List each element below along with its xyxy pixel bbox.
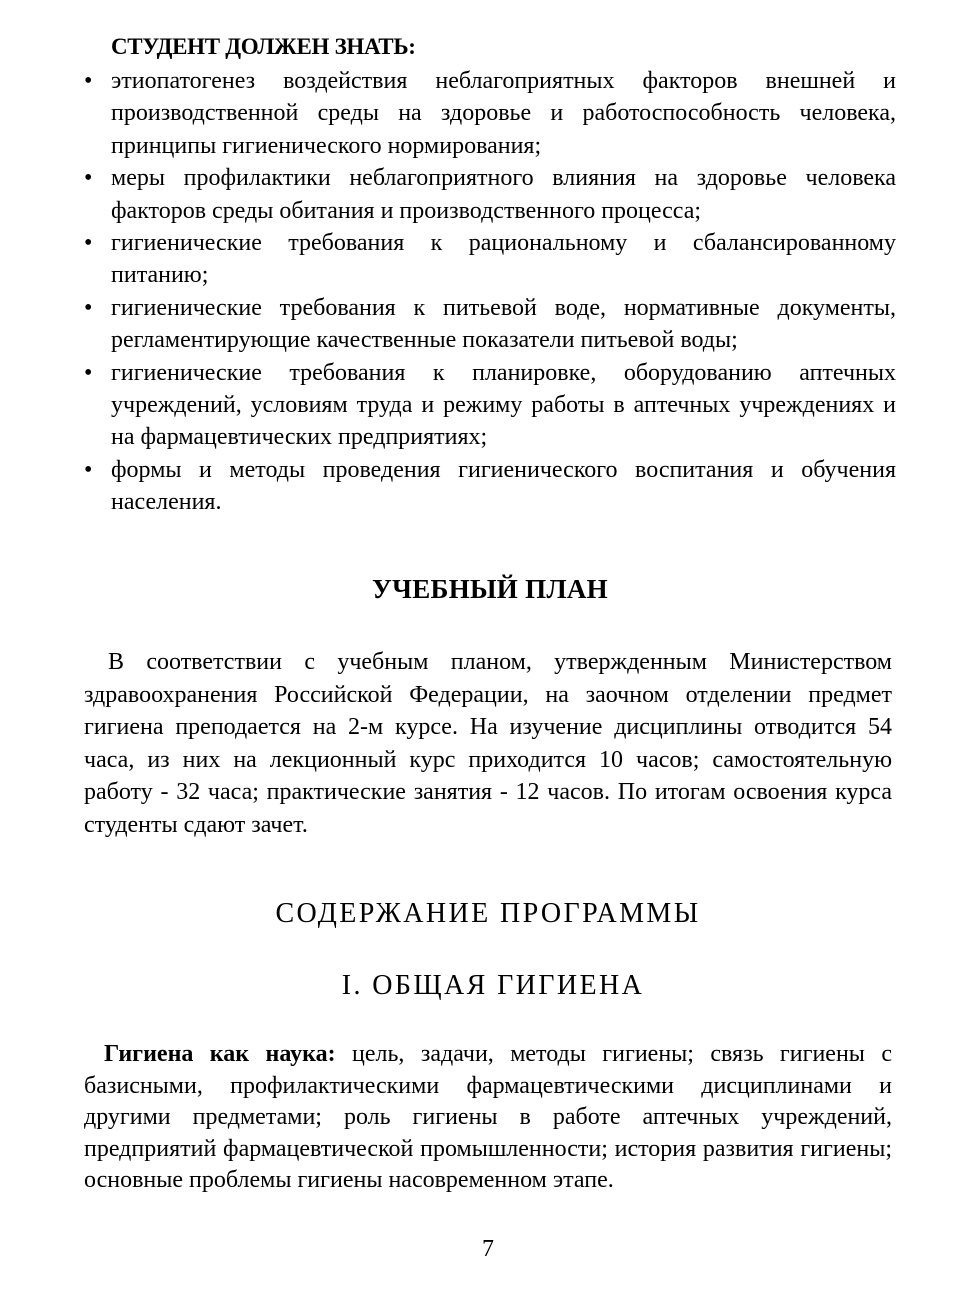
bullet-icon: •	[84, 359, 93, 386]
topic-text: цель, задачи, методы гигиены; связь гигиены с базисными, профилактическими фармацевтическими дисциплинами и другими предметами; роль гигиены в работе аптечных учреждений, предприятий фармацевтической промышленности; история развития гигиены; основные проблемы гигиены насовременном этапе.	[84, 1041, 893, 1194]
curriculum-heading: УЧЕБНЫЙ ПЛАН	[372, 574, 608, 604]
bullet-icon: •	[84, 165, 93, 192]
list-item	[84, 292, 896, 357]
list-item	[84, 227, 896, 292]
student-knowledge-heading: СТУДЕНТ ДОЛЖЕН ЗНАТЬ:	[111, 34, 416, 59]
list-item-text: меры профилактики неблагоприятного влияния на здоровье человека факторов среды обитания и производственного процесса;	[111, 165, 896, 224]
list-item	[84, 162, 896, 227]
list-item-text: этиопатогенез воздействия неблагоприятных факторов внешней и производственной среды на здоровье и работоспособность человека, принципы гигиенического нормирования;	[111, 68, 896, 159]
student-knowledge-list	[84, 65, 896, 519]
list-item-text: гигиенические требования к рациональному и сбалансированному питанию;	[111, 230, 896, 289]
bullet-icon: •	[84, 230, 93, 257]
program-contents-heading: СОДЕРЖАНИЕ ПРОГРАММЫ	[275, 898, 701, 929]
topic-label: Гигиена как наука:	[104, 1041, 336, 1067]
bullet-icon: •	[84, 294, 93, 321]
general-hygiene-heading: I. ОБЩАЯ ГИГИЕНА	[341, 970, 645, 1001]
list-item-text: гигиенические требования к питьевой воде, нормативные документы, регламентирующие качественные показатели питьевой воды;	[111, 294, 896, 354]
hygiene-as-science-paragraph	[84, 1039, 892, 1197]
list-item	[84, 357, 896, 454]
bullet-icon: •	[84, 68, 93, 94]
curriculum-paragraph: В соответствии с учебным планом, утвержденным Министерством здравоохранения Российской Федерации, на заочном отделении предмет гигиена преподается на 2-м курсе. На изучение дисциплины отводится 54 часа, из них на лекционный курс приходится 10 часов; самостоятельную работу - 32 часа; практические занятия - 12 часов. По итогам освоения курса студенты сдают зачет.	[84, 649, 892, 838]
list-item	[84, 65, 896, 162]
list-item-text: гигиенические требования к планировке, оборудованию аптечных учреждений, условиям труда и режиму работы в аптечных учреждениях и на фармацевтических предприятиях;	[111, 359, 896, 451]
page-number: 7	[482, 1236, 494, 1262]
bullet-icon: •	[84, 456, 93, 483]
list-item	[84, 454, 896, 519]
list-item-text: формы и методы проведения гигиенического воспитания и обучения населения.	[111, 456, 896, 516]
